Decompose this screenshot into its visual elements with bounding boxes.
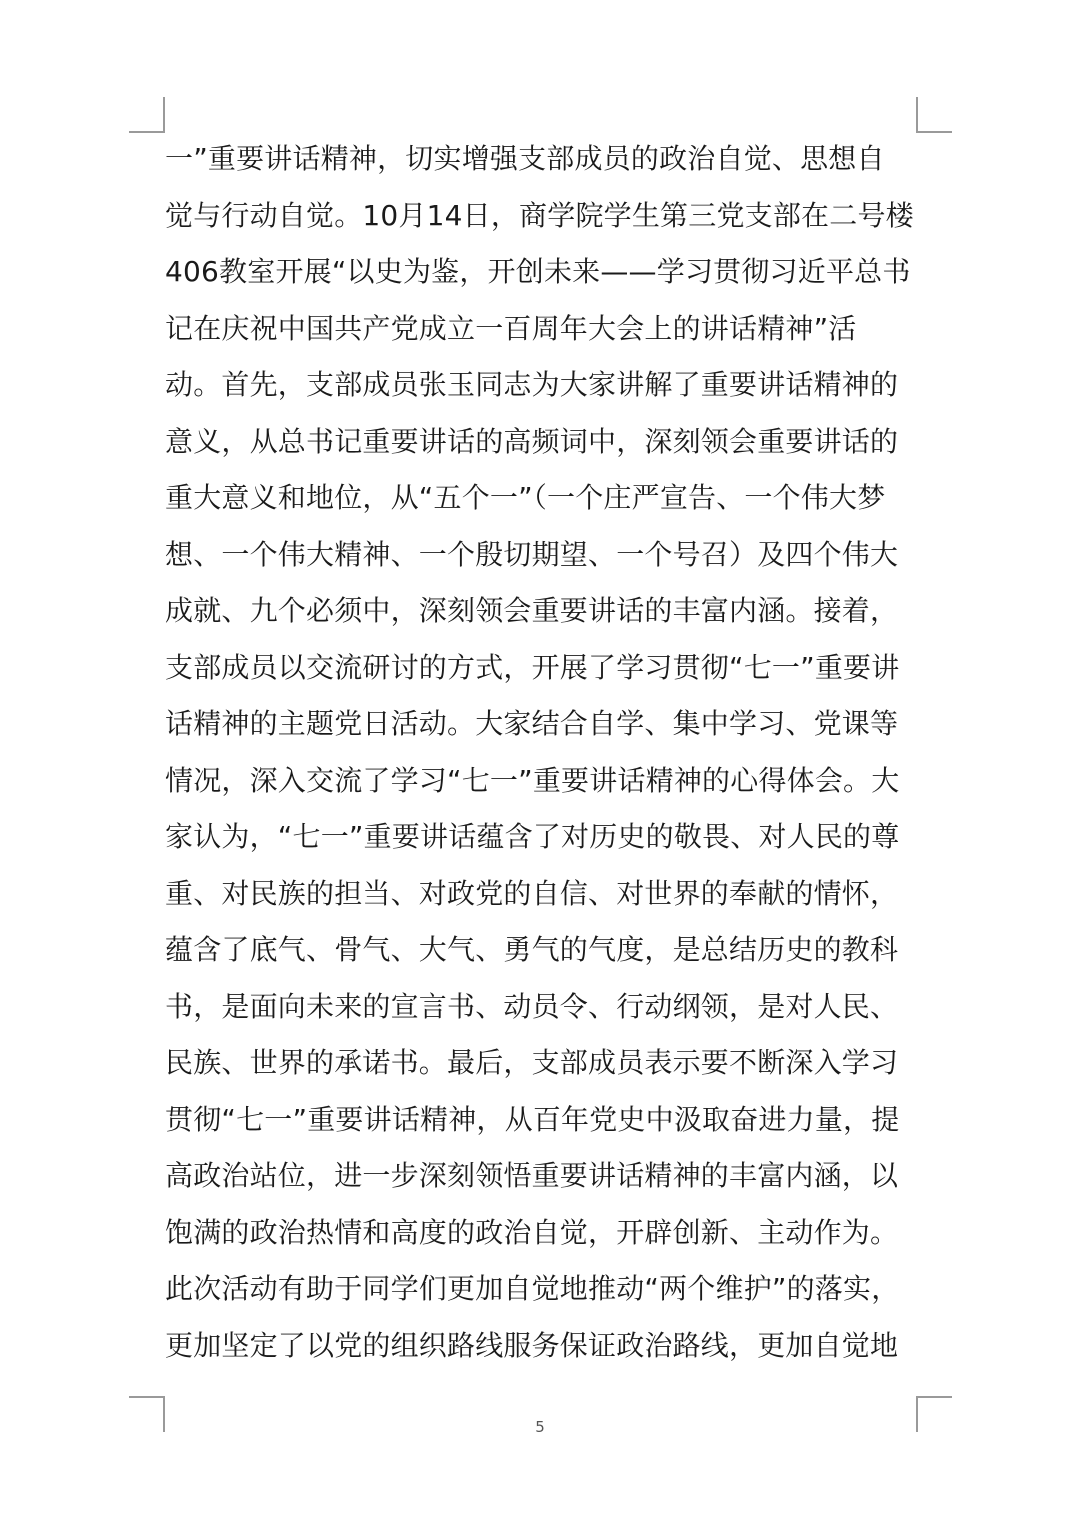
- text-line: 重、对民族的担当、对政党的自信、对世界的奉献的情怀，: [165, 876, 899, 910]
- text-line: 民族、世界的承诺书。最后，支部成员表示要不断深入学习: [165, 1046, 899, 1079]
- text-line: 意义，从总书记重要讲话的高频词中，深刻领会重要讲话的: [165, 424, 899, 458]
- text-line: 动。首先，支部成员张玉同志为大家讲解了重要讲话精神的: [165, 368, 899, 401]
- text-line: 支部成员以交流研讨的方式，开展了学习贯彻“七一”重要讲: [165, 650, 900, 684]
- text-line: 记在庆祝中国共产党成立一百周年大会上的讲话精神”活: [165, 311, 857, 345]
- text-line: 高政治站位，进一步深刻领悟重要讲话精神的丰富内涵，以: [165, 1159, 899, 1192]
- text-line: 406教室开展“以史为鉴，开创未来——学习贯彻习近平总书: [165, 255, 911, 288]
- page-number: 5: [535, 1418, 545, 1436]
- text-line: 成就、九个必须中，深刻领会重要讲话的丰富内涵。接着，: [165, 594, 899, 627]
- text-line: 一”重要讲话精神，切实增强支部成员的政治自觉、思想自: [165, 142, 885, 175]
- text-line: 话精神的主题党日活动。大家结合自学、集中学习、党课等: [165, 707, 899, 740]
- text-line: 书，是面向未来的宣言书、动员令、行动纲领，是对人民、: [165, 989, 899, 1023]
- text-line: 蕴含了底气、骨气、大气、勇气的气度，是总结历史的教科: [165, 933, 899, 966]
- text-line: 觉与行动自觉。10月14日，商学院学生第三党支部在二号楼: [165, 198, 914, 232]
- text-line: 更加坚定了以党的组织路线服务保证政治路线，更加自觉地: [165, 1328, 899, 1362]
- crop-mark-top-right: [916, 97, 952, 133]
- crop-mark-top-left: [129, 97, 165, 133]
- text-line: 想、一个伟大精神、一个殷切期望、一个号召）及四个伟大: [165, 537, 899, 571]
- body-paragraph: [165, 131, 925, 1374]
- text-line: 饱满的政治热情和高度的政治自觉，开辟创新、主动作为。: [165, 1215, 899, 1249]
- crop-mark-bottom-left: [129, 1396, 165, 1432]
- text-line: 此次活动有助于同学们更加自觉地推动“两个维护”的落实，: [165, 1272, 900, 1305]
- crop-mark-bottom-right: [916, 1396, 952, 1432]
- text-line: 贯彻“七一”重要讲话精神，从百年党史中汲取奋进力量，提: [165, 1102, 900, 1136]
- text-line: 情况，深入交流了学习“七一”重要讲话精神的心得体会。大: [165, 763, 900, 797]
- text-line: 家认为，“七一”重要讲话蕴含了对历史的敬畏、对人民的尊: [165, 820, 900, 853]
- text-line: 重大意义和地位，从“五个一”（一个庄严宣告、一个伟大梦: [165, 481, 886, 514]
